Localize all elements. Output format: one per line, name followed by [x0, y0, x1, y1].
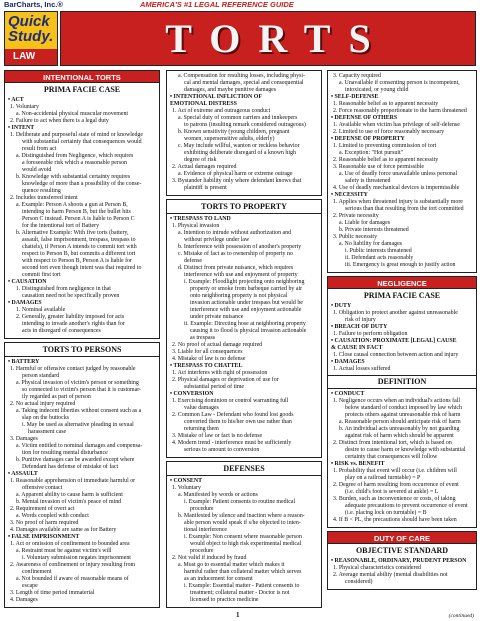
text-line: 2. Includes transferred intent	[10, 195, 78, 201]
text-line: 4. If B < PL, the precautions should have been taken	[333, 517, 457, 523]
content-lines	[170, 73, 318, 192]
text-line: 3. Capacity required	[333, 73, 381, 79]
text-line: 3. Burden, such as inconvenience or costs, of taking	[333, 496, 456, 502]
text-line: i. Example: Patient consents to routine medical	[184, 499, 296, 505]
text-line: a. Compensation for resulting losses, including physi-	[178, 73, 305, 79]
text-line: i. Example: Non consent where reasonable person	[184, 534, 302, 540]
text-line: 1. Nominal available	[16, 307, 66, 313]
text-line: a. Evidence of physical harm or extreme outrage	[178, 171, 293, 177]
text-line: i. Example: Essential matter - Patient consents to	[184, 583, 300, 589]
content-lines	[8, 97, 156, 335]
text-line: causation need not be specifically proven	[22, 293, 120, 299]
text-line: a. Liable for damages	[339, 220, 391, 226]
text-line: a. Victim entitled to nominal damages and compensa-	[16, 443, 143, 449]
text-line: under private nuisance	[190, 314, 244, 320]
text-line: a. Reasonable person should anticipate risk of harm	[339, 419, 461, 425]
text-line: 4. Damages	[10, 597, 38, 603]
text-line: degree of risk	[184, 157, 217, 163]
text-line: for the intentional tort of Battery	[22, 223, 100, 229]
text-line: serious than that resulting from the tort committed	[345, 206, 464, 212]
text-line: substantial period of time	[184, 384, 245, 390]
box-continued-torts	[166, 70, 322, 196]
text-line: as an inducement for consent	[184, 576, 253, 582]
text-line: • CONDUCT	[331, 391, 365, 397]
text-line: invasion actionable under trespass but would be	[190, 300, 303, 306]
text-line: 1. Probability that event will occur (i.e. children will	[333, 468, 457, 474]
text-line: 2. Generally, greater liability imposed for acts	[16, 314, 125, 320]
text-line: with substantial certainty that consequences would	[22, 139, 142, 145]
text-line: 1. Act of extreme and outrageous conduct	[172, 108, 271, 114]
text-line: • BREACH OF DUTY	[331, 324, 388, 330]
text-line: 1. Voluntary	[10, 104, 39, 110]
text-line: exhibiting deliberate disregard of a known high	[184, 150, 296, 156]
text-line: value damages	[184, 405, 219, 411]
text-line: d. Distinct from private nuisance, which requires	[178, 265, 294, 271]
text-line: procedure	[190, 506, 214, 512]
box-title: DEFENSES	[167, 464, 321, 476]
text-line: cal and mental damages, special and consequential	[184, 80, 304, 86]
text-line: • DUTY	[331, 303, 352, 309]
text-line: harmful rather than collateral matter which serves	[184, 569, 302, 575]
text-line: 1. Applies when threatened injury is substantially more	[333, 199, 463, 205]
text-line: with respect to Person B, Person A is liable for	[22, 258, 132, 264]
text-line: 2. Physical damages or deprivation of use for	[172, 377, 279, 383]
text-line: slap on the buttocks	[22, 415, 69, 421]
text-line: Person C instead. Person A is liable to Person C	[22, 216, 135, 222]
text-line: 3. Liable for all consequences	[172, 349, 243, 355]
column-3	[327, 70, 477, 590]
text-line: a. Restraint must be against victim's will	[16, 548, 112, 554]
text-line: 4. Use of deadly mechanical devices is impermissible	[333, 185, 460, 191]
text-line: b. Interference with possession of another's property	[178, 244, 302, 250]
content-lines	[8, 359, 156, 604]
text-line: 2. No actual injury required	[10, 401, 76, 407]
text-line: 3. Damages	[10, 436, 38, 442]
text-line: ii. Defendant acts reasonably	[345, 255, 414, 261]
text-line: • CAUSATION: PROXIMATE [LEGAL] CAUSE	[331, 338, 457, 344]
text-line: 1. Voluntary	[172, 485, 201, 491]
text-line: • SELF-DEFENSE	[331, 94, 379, 100]
text-line: adequate precautions to prevent occurrence of event	[345, 503, 468, 509]
text-line: • BATTERY	[8, 359, 40, 365]
text-line: b. Known sensitivity (young children, pregnant	[178, 129, 290, 135]
content-lines	[331, 391, 473, 524]
column-1	[4, 70, 160, 608]
box-torts-to-property	[166, 199, 322, 458]
text-line: a. Intention to intrude without authorization and	[178, 230, 292, 236]
text-line: interference with use and enjoyment actionable	[190, 307, 302, 313]
text-line: a. Use of deadly force unavailable unless personal	[339, 171, 458, 177]
text-line: • ASSAULT	[8, 471, 38, 477]
text-line: defense	[184, 258, 202, 264]
text-line: • INTENT	[8, 125, 35, 131]
text-line: intending to invade another's rights than for	[22, 321, 125, 327]
text-line: ii. Example: Directing hose at neighboring property	[184, 321, 306, 327]
text-line: a. Special duty of common carriers and innkeepers	[178, 115, 298, 121]
text-line: without privilege under law	[184, 237, 250, 243]
box-defenses	[166, 461, 322, 608]
text-line: 4. Modern trend - interference must be sufficiently	[172, 440, 292, 446]
text-line: a foreseeable risk which a reasonable person	[22, 160, 128, 166]
text-line: 3. Mistake of law or fact is no defense	[172, 433, 263, 439]
text-line: onto neighboring property is not physical	[190, 293, 288, 299]
text-line: i. Example: Floodlight projecting onto neighboring	[184, 279, 305, 285]
text-line: b. Manifested by silence and inaction where a reason-	[178, 513, 305, 519]
text-line: 2. Reasonable belief as to apparent necessity	[333, 157, 439, 163]
text-line: 1. Act or omission of confinement to bounded area	[10, 541, 130, 547]
text-line: acts in disregard of consequences	[22, 328, 101, 334]
text-line: 4. Damages available are same as for Battery	[10, 527, 117, 533]
text-line: able person would speak if s/he objected to inten-	[184, 520, 301, 526]
text-line: • NECESSITY	[331, 192, 368, 198]
box-torts-to-persons	[4, 342, 160, 608]
text-line: women, supersensitive adults, elderly)	[184, 136, 275, 142]
text-line: a. Distinguished from Negligence, which requires	[16, 153, 134, 159]
quickstudy-logo	[4, 11, 58, 66]
text-line: • FALSE IMPRISONMENT	[8, 534, 80, 540]
content-lines	[170, 216, 318, 454]
text-line: plaintiff is present	[184, 185, 227, 191]
box-defenses-continued	[327, 70, 477, 273]
text-line: tional interference	[184, 527, 228, 533]
text-line: 2. Not valid if induced by fraud	[172, 555, 247, 561]
text-line: • ACT	[8, 97, 24, 103]
text-line: procedure	[190, 548, 214, 554]
text-line: • DEFENSE OF PROPERTY	[331, 136, 405, 142]
text-line: risk of injury	[345, 317, 376, 323]
text-line: 3. Public necessity	[333, 234, 378, 240]
box-title: TORTS TO PERSONS	[5, 345, 159, 357]
text-line: b. Knowledge with substantial certainty requires	[16, 174, 131, 180]
text-line: 3. Length of time period immaterial	[10, 590, 95, 596]
content-lines	[331, 73, 473, 269]
text-line: respect to Person B, but commits a different tort	[22, 251, 136, 257]
logo-badge: LAW	[5, 49, 57, 65]
text-line: 2. Degree of harm resulting from occurrence of event	[333, 482, 459, 488]
text-line: b. Private interests threatened	[339, 227, 409, 233]
text-line: a. Unavailable if consenting person is incompetent,	[339, 80, 460, 86]
title-banner	[60, 11, 476, 66]
text-line: a. Non-accidental physical muscular movement	[16, 111, 129, 117]
text-line: b. An individual acts unreasonably by not guarding	[339, 426, 460, 432]
text-line: would avoid	[22, 167, 52, 173]
text-line: property or smoke from barbeque carried by air	[190, 286, 303, 292]
content-lines	[331, 303, 473, 373]
text-line: converted them to his/her own use rather than	[184, 419, 292, 425]
text-line: 1. Actual losses suffered	[333, 366, 391, 372]
text-line: 1. Close causal connection between action and injury	[333, 352, 459, 358]
box-negligence-prima-facie	[327, 289, 477, 528]
box-subtitle-definition: DEFINITION	[328, 375, 476, 389]
text-line: 2. No proof of actual damage required	[172, 342, 263, 348]
text-line: 1. Limited to preventing commission of tort	[333, 143, 437, 149]
logo-line2: Study.	[8, 28, 54, 45]
text-line: • CONVERSION	[170, 391, 214, 397]
text-line: 1. Failure to perform obligation	[333, 331, 408, 337]
text-line: • CONSENT	[170, 478, 203, 484]
tagline: AMERICA'S #1 LEGAL REFERENCE GUIDE	[140, 0, 294, 9]
text-line: intending to harm Person B, but the bullet hits	[22, 209, 131, 215]
text-line: 1. Act interferes with right of possession	[172, 370, 268, 376]
brand-name: BarCharts, Inc.®	[4, 0, 63, 9]
text-line: safety is threatened	[345, 178, 391, 184]
text-line: 1. Reasonable belief as to apparent necessity	[333, 101, 439, 107]
section-intentional-torts: INTENTIONAL TORTS	[4, 70, 160, 83]
text-line: person standard	[22, 373, 60, 379]
text-line: a. Words coupled with conduct	[16, 513, 89, 519]
box-title: PRIMA FACIE CASE	[363, 291, 441, 300]
text-line: licensed to practice medicine	[190, 597, 259, 603]
text-line: & CAUSE IN FACT	[331, 345, 383, 351]
text-line: • RISK vs. BENEFIT	[331, 461, 385, 467]
text-line: 4. Mistake of law is no defense	[172, 356, 246, 362]
box-title: PRIMA FACIE CASE	[43, 85, 121, 94]
column-2	[166, 70, 322, 608]
text-line: tion for resulting mental disturbance	[22, 450, 108, 456]
text-line: 1. Reasonable apprehension of immediate harmful or	[10, 478, 136, 484]
text-line: chattels), if Person A intends to commit tort with	[22, 244, 137, 250]
text-line: (i.e. placing lock on turntable) = B	[345, 510, 427, 516]
text-line: 2. Limited to use of force reasonably necessary	[333, 129, 445, 135]
text-line: • TRESPASS TO LAND	[170, 216, 231, 222]
text-line: i. Voluntary submission negates imprisonment	[22, 555, 131, 561]
text-line: i. Public interests threatened	[345, 248, 412, 254]
text-line: iii. Emergency is great enough to justify action	[345, 262, 456, 268]
text-line: treatment; collateral matter - Doctor is not	[190, 590, 290, 596]
text-line: 2. Average mental ability (mental disabilities not	[333, 572, 448, 578]
text-line: 3. No proof of harm required	[10, 520, 79, 526]
text-line: considered)	[345, 579, 373, 585]
box-objective-standard	[327, 544, 477, 590]
text-line: c. May include willful, wanton or reckless behavior	[178, 143, 300, 149]
text-line: 2. Common Law - Defendant who found lost goods	[172, 412, 294, 418]
text-line: 2. Failure to act when there is a legal duty	[10, 118, 109, 124]
text-line: a. Must go to essential matter which makes it	[178, 562, 285, 568]
text-line: play on a railroad turntable) = P	[345, 475, 421, 481]
text-line: • TRESPASS TO CHATTEL	[170, 363, 243, 369]
text-line: 2. Distinct from intentional tort, which is based on	[333, 440, 452, 446]
text-line: • DAMAGES	[331, 359, 365, 365]
text-line: Defendant has defense of mistake of fact	[22, 464, 119, 470]
box-title: TORTS TO PROPERTY	[167, 202, 321, 214]
text-line: commit first tort	[22, 272, 61, 278]
logo-line1: Quick	[8, 13, 50, 30]
text-line: 2. Private necessity	[333, 213, 379, 219]
text-line: 1. Deliberate and purposeful state of mind or knowledge	[10, 132, 143, 138]
text-line: against risk of harm which should be apparent	[345, 433, 454, 439]
text-line: 3. Bystander liability only where defendant knows that	[172, 178, 302, 184]
text-line: EMOTIONAL DISTRESS	[170, 101, 237, 107]
text-line: a. No liability for damages	[339, 241, 402, 247]
content-lines	[170, 478, 318, 604]
text-line: b. Mental invasion of victim's peace of mind	[16, 499, 122, 505]
text-line: b. Alternative Example: With five torts (battery,	[16, 230, 129, 236]
text-line: serious to amount to conversion	[184, 447, 260, 453]
text-line: 2. Actual damages required	[172, 164, 237, 170]
continued-note: (continued)	[448, 613, 474, 619]
text-line: a. Apparent ability to cause harm is sufficient	[16, 492, 123, 498]
text-line: so connected to victim's person that it is customar-	[22, 387, 142, 393]
text-line: 1. Obligation to protect another against unreasonable	[333, 310, 458, 316]
text-line: result from act	[22, 146, 57, 152]
text-line: • CAUSATION	[8, 279, 47, 285]
text-line: (i.e. child's foot is severed at ankle) = L	[345, 489, 439, 495]
text-line: 1. Physical invasion	[172, 223, 220, 229]
text-line: as trespass	[190, 335, 216, 341]
text-line: intoxicated, or young child	[345, 87, 409, 93]
text-line: interference with use and enjoyment of property	[184, 272, 298, 278]
text-line: certainty that consequences will follow	[345, 454, 438, 460]
text-line: 1. Physical characteristics considered	[333, 565, 422, 571]
text-line: 2. Force reasonably proportionate to the harm threatened	[333, 108, 467, 114]
text-line: would object to high risk experimental medical	[190, 541, 302, 547]
text-line: 2. Awareness of confinement or injury resulting from	[10, 562, 136, 568]
section-duty-of-care: DUTY OF CARE	[327, 531, 477, 544]
content-lines	[331, 558, 473, 586]
text-line: offensive contact	[22, 485, 63, 491]
box-title: OBJECTIVE STANDARD	[355, 546, 449, 555]
text-line: • DEFENSE OF OTHERS	[331, 115, 398, 121]
text-line: 1. Distinguished from negligence in that	[16, 286, 111, 292]
text-line: 1. Negligence occurs when an individual's actions fall	[333, 398, 461, 404]
text-line: a. Not bounded if aware of reasonable means of	[16, 576, 129, 582]
text-line: below standard of conduct imposed by law which	[345, 405, 462, 411]
text-line: escape	[22, 583, 38, 589]
text-line: 2. Requirement of overt act	[10, 506, 75, 512]
text-line: • DAMAGES	[8, 300, 42, 306]
text-line: 1. Available when victim has privilege of self-defense	[333, 122, 460, 128]
text-line: returning them	[184, 426, 219, 432]
text-line: second tort even though intent was that required to	[22, 265, 142, 271]
text-line: • REASONABLE, ORDINARY, PRUDENT PERSON	[331, 558, 467, 564]
text-line: 3. Reasonable use of force permissible	[333, 164, 424, 170]
text-line: b. Punitive damages can be awarded except where	[16, 457, 135, 463]
page-title: TORTS	[165, 16, 389, 61]
text-line: assault, false imprisonment, trespass, trespass to	[22, 237, 136, 243]
text-line: protects others against unreasonable risk of harm	[345, 412, 461, 418]
text-line: a. Example: Person A shoots a gun at Person B,	[16, 202, 128, 208]
text-line: desire to cause harm or knowledge with substantial	[345, 447, 466, 453]
text-line: a. Physical invasion of victim's person or something	[16, 380, 139, 386]
text-line: quence resulting	[22, 188, 61, 194]
text-line: 1. Harmful or offensive contact judged by reasonable	[10, 366, 136, 372]
text-line: 1. Exercising dominion or control warranting full	[172, 398, 289, 404]
page-number: 1	[236, 611, 240, 619]
text-line: causing it to flood is physical invasion actionable	[190, 328, 307, 334]
text-line: • INTENTIONAL INFLICTION OF	[170, 94, 262, 100]
section-negligence: NEGLIGENCE	[327, 276, 477, 289]
text-line: to patrons (insulting remark considered outrageous)	[184, 122, 306, 128]
text-line: i. May be used as alternative pleading in sexual	[22, 422, 134, 428]
text-line: knowledge of more than a possibility of the conse-	[22, 181, 142, 187]
text-line: c. Mistake of fact as to ownership of property no	[178, 251, 293, 257]
text-line: a. Exception: "Hot pursuit"	[339, 150, 404, 156]
text-line: harassment case	[28, 429, 67, 435]
text-line: confinement	[22, 569, 52, 575]
text-line: a. Taking indecent liberties without consent such as a	[16, 408, 142, 414]
text-line: a. Manifested by words or actions	[178, 492, 258, 498]
text-line: damages, and maybe punitive damages	[184, 87, 277, 93]
box-prima-facie-case	[4, 83, 160, 339]
text-line: ily regarded as part of person	[22, 394, 91, 400]
